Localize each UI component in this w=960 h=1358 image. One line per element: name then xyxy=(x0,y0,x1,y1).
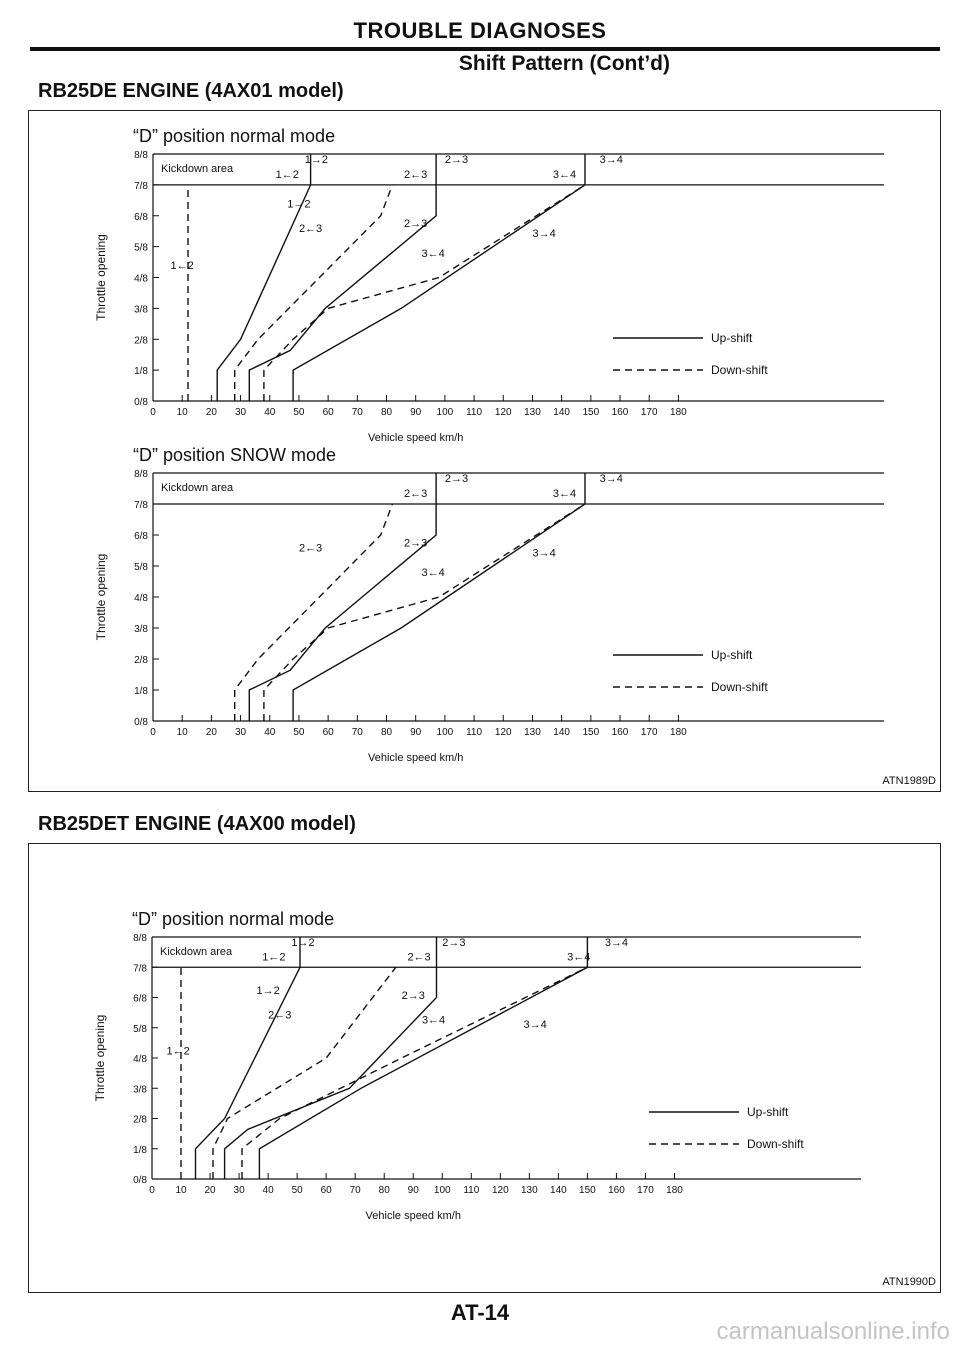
x-axis-label: Vehicle speed km/h xyxy=(365,1210,461,1222)
shift-label: 2→3 xyxy=(404,537,428,550)
x-tick-label: 0 xyxy=(150,407,156,418)
shift-label: 3→4 xyxy=(599,153,623,166)
x-tick-label: 140 xyxy=(550,1185,567,1196)
y-tick-label: 8/8 xyxy=(133,933,147,944)
chart-title: “D” position normal mode xyxy=(133,126,336,146)
x-tick-label: 160 xyxy=(611,727,629,738)
shift-label: 1←2 xyxy=(275,168,299,181)
upshift-line xyxy=(196,937,301,1179)
x-tick-label: 80 xyxy=(380,407,393,418)
x-tick-label: 0 xyxy=(149,1185,155,1196)
page-subtitle: Shift Pattern (Cont’d) xyxy=(458,52,670,75)
y-tick-label: 2/8 xyxy=(134,655,148,666)
legend-upshift-label: Up-shift xyxy=(711,331,753,345)
figure-code: ATN1989D xyxy=(882,775,936,787)
chart-title: “D” position SNOW mode xyxy=(133,445,337,465)
x-tick-label: 180 xyxy=(670,727,687,738)
y-tick-label: 5/8 xyxy=(134,562,148,573)
kickdown-label: Kickdown area xyxy=(160,946,233,958)
y-tick-label: 8/8 xyxy=(134,469,148,480)
shift-label: 2→3 xyxy=(444,472,469,485)
x-tick-label: 120 xyxy=(491,1185,509,1196)
downshift-line xyxy=(235,504,393,721)
x-tick-label: 140 xyxy=(553,407,570,418)
chart-area-rb25det xyxy=(29,844,940,1292)
x-tick-label: 170 xyxy=(640,407,658,418)
shift-label: 2→3 xyxy=(404,218,428,231)
shift-label: 1→2 xyxy=(256,985,280,998)
x-tick-label: 170 xyxy=(640,727,658,738)
shift-label: 2←3 xyxy=(298,223,323,236)
downshift-line xyxy=(213,967,396,1179)
x-tick-label: 150 xyxy=(579,1185,596,1196)
shift-label: 3→4 xyxy=(532,547,556,560)
page-number: AT-14 xyxy=(450,1300,510,1325)
x-tick-label: 120 xyxy=(494,407,512,418)
upshift-line xyxy=(217,154,310,401)
shift-label: 3→4 xyxy=(532,228,556,241)
y-tick-label: 6/8 xyxy=(134,211,148,223)
shift-label: 1←2 xyxy=(170,260,194,273)
shift-label: 2→3 xyxy=(442,936,466,949)
y-tick-label: 4/8 xyxy=(133,1054,147,1065)
shift-chart xyxy=(93,909,861,1222)
shift-label: 2←3 xyxy=(298,542,323,555)
x-tick-label: 110 xyxy=(466,407,483,418)
y-tick-label: 2/8 xyxy=(133,1114,147,1126)
x-tick-label: 110 xyxy=(466,727,483,738)
x-tick-label: 70 xyxy=(351,727,363,738)
y-tick-label: 0/8 xyxy=(134,717,148,728)
x-tick-label: 70 xyxy=(351,407,363,418)
x-tick-label: 180 xyxy=(670,407,687,418)
figure-frame-rb25de xyxy=(28,110,941,792)
legend-upshift-label: Up-shift xyxy=(711,648,753,662)
figure-code: ATN1990D xyxy=(882,1276,936,1288)
x-tick-label: 90 xyxy=(407,1185,419,1196)
shift-label: 1←2 xyxy=(166,1045,190,1058)
x-axis-label: Vehicle speed km/h xyxy=(368,752,464,764)
y-tick-label: 0/8 xyxy=(134,397,148,408)
x-tick-label: 20 xyxy=(204,1185,216,1196)
y-tick-label: 7/8 xyxy=(134,180,148,192)
x-tick-label: 20 xyxy=(205,407,217,418)
upshift-line xyxy=(293,154,585,401)
x-tick-label: 150 xyxy=(582,407,600,418)
shift-label: 2←3 xyxy=(404,487,428,500)
y-axis-label: Throttle opening xyxy=(93,1014,107,1102)
shift-label: 3→4 xyxy=(604,936,629,949)
figure-frame-rb25det xyxy=(28,843,941,1293)
y-tick-label: 5/8 xyxy=(134,242,148,254)
x-tick-label: 130 xyxy=(521,1185,538,1196)
x-tick-label: 80 xyxy=(378,1185,390,1196)
shift-label: 2←3 xyxy=(404,168,428,181)
section-title-rb25det: RB25DET ENGINE (4AX00 model) xyxy=(38,813,356,835)
shift-label: 3→4 xyxy=(523,1019,547,1032)
chart-area-rb25de xyxy=(29,111,940,791)
kickdown-label: Kickdown area xyxy=(161,482,234,494)
y-axis-label: Throttle opening xyxy=(94,553,108,641)
chart-title: “D” position normal mode xyxy=(132,909,335,929)
shift-label: 3←4 xyxy=(421,567,445,580)
y-tick-label: 3/8 xyxy=(134,304,148,316)
kickdown-label: Kickdown area xyxy=(161,163,234,175)
downshift-line xyxy=(235,185,393,401)
shift-label: 3←4 xyxy=(421,1014,446,1027)
x-tick-label: 0 xyxy=(150,727,156,738)
shift-label: 1←2 xyxy=(262,951,286,964)
x-tick-label: 60 xyxy=(320,1185,332,1196)
shift-label: 3←4 xyxy=(552,168,577,181)
x-tick-label: 40 xyxy=(264,727,276,738)
x-tick-label: 170 xyxy=(637,1185,654,1196)
x-tick-label: 10 xyxy=(176,727,188,738)
shift-label: 2←3 xyxy=(268,1009,292,1022)
header-rule xyxy=(30,47,940,51)
legend-downshift-label: Down-shift xyxy=(711,363,768,377)
x-tick-label: 130 xyxy=(524,727,541,738)
y-tick-label: 7/8 xyxy=(133,963,147,975)
x-tick-label: 100 xyxy=(436,407,454,418)
x-tick-label: 70 xyxy=(349,1185,361,1196)
y-axis-label: Throttle opening xyxy=(94,234,108,321)
x-tick-label: 160 xyxy=(608,1185,625,1196)
shift-label: 3→4 xyxy=(599,472,623,485)
x-tick-label: 150 xyxy=(582,727,600,738)
upshift-line xyxy=(249,473,436,721)
y-tick-label: 3/8 xyxy=(134,624,148,635)
x-tick-label: 30 xyxy=(235,727,247,738)
shift-chart xyxy=(94,445,884,764)
x-tick-label: 160 xyxy=(611,407,629,418)
x-tick-label: 60 xyxy=(322,407,334,418)
upshift-line xyxy=(293,473,585,721)
x-tick-label: 20 xyxy=(205,727,217,738)
legend-downshift-label: Down-shift xyxy=(711,680,768,694)
shift-label: 1→2 xyxy=(291,936,315,949)
shift-label: 1→2 xyxy=(304,153,329,166)
upshift-line xyxy=(259,937,587,1179)
y-tick-label: 8/8 xyxy=(134,150,148,161)
shift-chart xyxy=(94,126,884,444)
y-tick-label: 6/8 xyxy=(134,531,148,542)
x-tick-label: 180 xyxy=(666,1185,683,1196)
upshift-line xyxy=(225,937,437,1179)
x-tick-label: 140 xyxy=(553,727,570,738)
y-tick-label: 0/8 xyxy=(133,1175,147,1186)
shift-label: 2→3 xyxy=(401,990,425,1003)
shift-label: 1→2 xyxy=(287,198,311,211)
x-tick-label: 10 xyxy=(176,407,188,418)
shift-label: 3←4 xyxy=(567,951,591,964)
y-tick-label: 3/8 xyxy=(133,1084,147,1096)
x-tick-label: 30 xyxy=(233,1185,245,1196)
y-tick-label: 1/8 xyxy=(134,686,148,697)
x-tick-label: 30 xyxy=(235,407,247,418)
shift-label: 3←4 xyxy=(552,487,577,500)
y-tick-label: 5/8 xyxy=(133,1023,147,1035)
y-tick-label: 2/8 xyxy=(134,335,148,347)
x-tick-label: 100 xyxy=(433,1185,451,1196)
upshift-line xyxy=(249,154,436,401)
x-tick-label: 130 xyxy=(524,407,541,418)
legend-upshift-label: Up-shift xyxy=(747,1105,789,1119)
watermark-text: carmanualsonline.info xyxy=(716,1318,950,1345)
x-axis-label: Vehicle speed km/h xyxy=(368,432,464,444)
y-tick-label: 1/8 xyxy=(133,1144,147,1156)
shift-label: 2→3 xyxy=(444,153,469,166)
y-tick-label: 4/8 xyxy=(134,273,148,285)
x-tick-label: 40 xyxy=(262,1185,274,1196)
x-tick-label: 50 xyxy=(291,1185,303,1196)
x-tick-label: 100 xyxy=(436,727,454,738)
x-tick-label: 90 xyxy=(410,727,422,738)
x-tick-label: 110 xyxy=(463,1185,480,1196)
x-tick-label: 80 xyxy=(380,727,393,738)
x-tick-label: 10 xyxy=(175,1185,187,1196)
x-tick-label: 40 xyxy=(264,407,276,418)
x-tick-label: 60 xyxy=(322,727,334,738)
y-tick-label: 7/8 xyxy=(134,500,148,511)
shift-label: 3←4 xyxy=(421,247,445,260)
shift-label: 2←3 xyxy=(407,951,431,964)
legend-downshift-label: Down-shift xyxy=(747,1137,804,1151)
y-tick-label: 4/8 xyxy=(134,593,148,604)
x-tick-label: 50 xyxy=(293,727,305,738)
page-title: TROUBLE DIAGNOSES xyxy=(353,18,607,43)
y-tick-label: 6/8 xyxy=(133,993,147,1005)
x-tick-label: 50 xyxy=(293,407,305,418)
y-tick-label: 1/8 xyxy=(134,366,148,378)
section-title-rb25de: RB25DE ENGINE (4AX01 model) xyxy=(38,80,344,102)
x-tick-label: 90 xyxy=(410,407,422,418)
x-tick-label: 120 xyxy=(494,727,512,738)
